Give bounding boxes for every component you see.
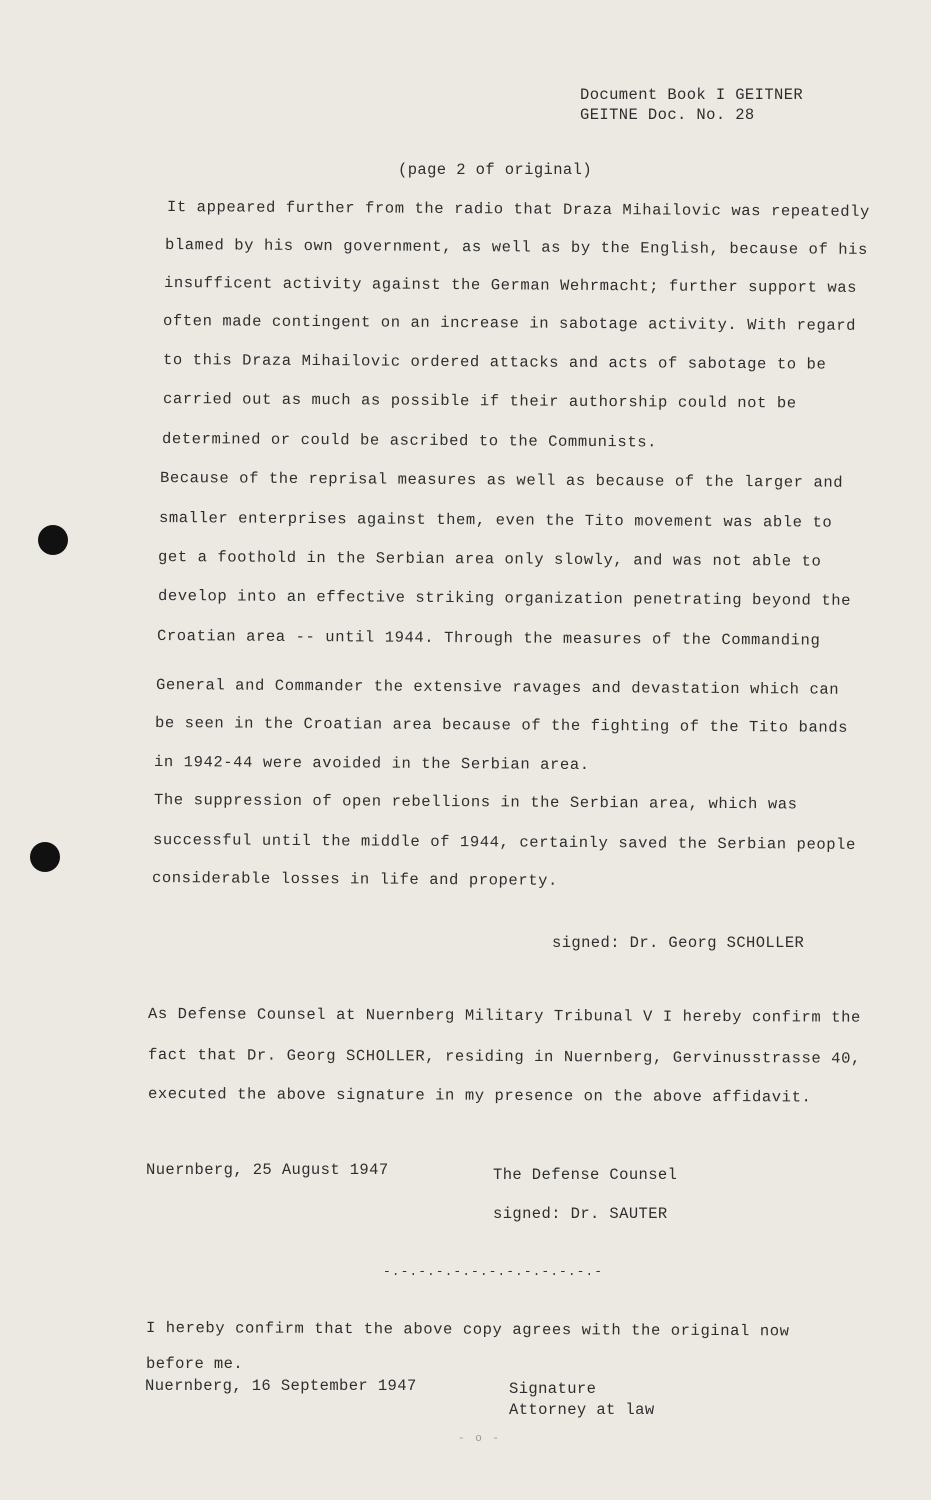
- document-book-label: Document Book I GEITNER: [580, 86, 804, 104]
- text-line: often made contingent on an increase in sabotage activity. With regard: [162, 312, 857, 335]
- signature-sauter: signed: Dr. SAUTER: [493, 1205, 668, 1223]
- text-line: It appeared further from the radio that Draza Mihailovic was repeatedly: [166, 198, 871, 221]
- text-line: executed the above signature in my presence on the above affidavit.: [147, 1085, 812, 1107]
- text-line: As Defense Counsel at Nuernberg Military Tribunal V I hereby confirm the: [147, 1005, 861, 1027]
- text-line: blamed by his own government, as well as by the English, because of his: [164, 236, 869, 259]
- text-line: determined or could be ascribed to the Communists.: [161, 430, 658, 452]
- attorney-title: Attorney at law: [509, 1401, 655, 1419]
- text-line: be seen in the Croatian area because of the fighting of the Tito bands: [154, 714, 849, 737]
- page-note: (page 2 of original): [398, 161, 593, 179]
- defense-counsel-title: The Defense Counsel: [493, 1166, 678, 1184]
- footer-smudge-icon: - o -: [458, 1433, 502, 1445]
- text-line: considerable losses in life and property.: [151, 869, 559, 890]
- text-line: insufficent activity against the German Wehrmacht; further support was: [163, 274, 858, 297]
- text-line: Croatian area -- until 1944. Through the measures of the Commanding: [156, 627, 821, 650]
- text-line: successful until the middle of 1944, certainly saved the Serbian people: [152, 831, 857, 854]
- text-line: The suppression of open rebellions in the Serbian area, which was: [153, 791, 798, 814]
- punch-hole-icon: [30, 842, 60, 872]
- text-line: to this Draza Mihailovic ordered attacks and acts of sabotage to be: [162, 351, 827, 374]
- text-line: get a foothold in the Serbian area only slowly, and was not able to: [157, 548, 822, 571]
- text-line: develop into an effective striking organization penetrating beyond the: [157, 587, 852, 610]
- text-line: in 1942-44 were avoided in the Serbian area.: [153, 753, 590, 775]
- attorney-signature: Signature: [509, 1380, 597, 1398]
- signature-scholler: signed: Dr. Georg SCHOLLER: [552, 934, 805, 952]
- text-line: carried out as much as possible if their authorship could not be: [162, 390, 797, 413]
- dateline-august: Nuernberg, 25 August 1947: [146, 1161, 389, 1179]
- text-line: General and Commander the extensive ravages and devastation which can: [155, 676, 840, 699]
- text-line: smaller enterprises against them, even the Tito movement was able to: [158, 509, 833, 532]
- punch-hole-icon: [38, 525, 68, 555]
- text-line: fact that Dr. Georg SCHOLLER, residing in Nuernberg, Gervinusstrasse 40,: [147, 1046, 861, 1068]
- text-line: Because of the reprisal measures as well as because of the larger and: [159, 469, 844, 492]
- copy-confirm-line: I hereby confirm that the above copy agrees with the original now: [145, 1319, 790, 1341]
- document-number-label: GEITNE Doc. No. 28: [580, 106, 755, 124]
- section-divider: -.-.-.-.-.-.-.-.-.-.-.-.-: [383, 1264, 604, 1279]
- dateline-september: Nuernberg, 16 September 1947: [145, 1377, 417, 1395]
- copy-confirm-line: before me.: [146, 1355, 244, 1373]
